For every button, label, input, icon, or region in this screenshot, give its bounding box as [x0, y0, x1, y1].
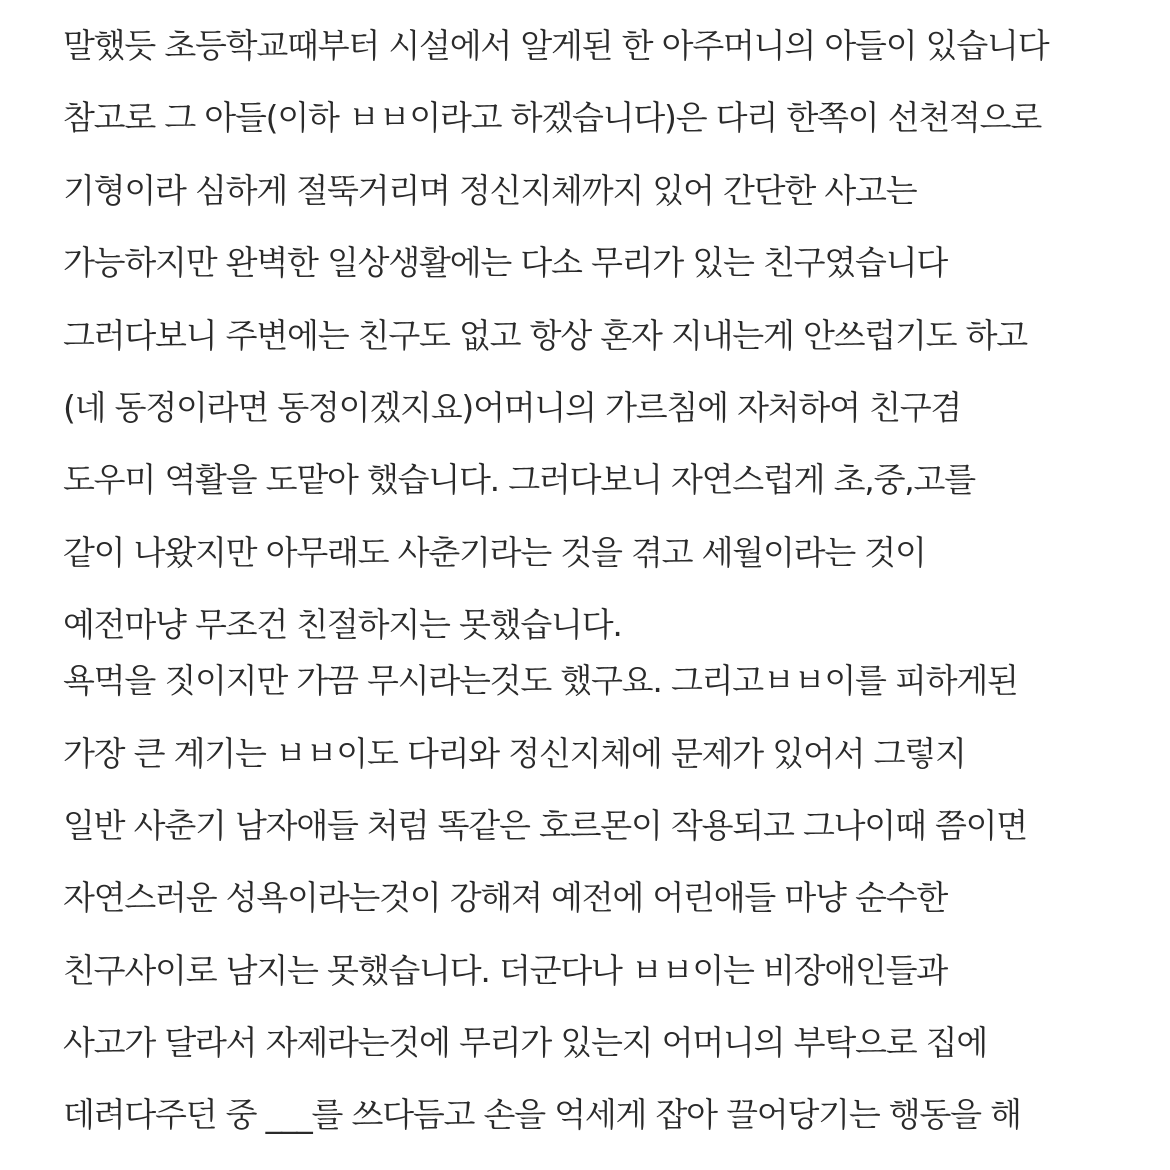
- text-line: 욕먹을 짓이지만 가끔 무시라는것도 했구요. 그리고ㅂㅂ이를 피하게된: [63, 661, 1018, 701]
- text-line: 사고가 달라서 자제라는것에 무리가 있는지 어머니의 부탁으로 집에: [63, 1023, 988, 1063]
- text-line: 자연스러운 성욕이라는것이 강해져 예전에 어린애들 마냥 순수한: [63, 878, 948, 918]
- text-line: 가장 큰 계기는 ㅂㅂ이도 다리와 정신지체에 문제가 있어서 그렇지: [63, 733, 966, 773]
- text-line: (네 동정이라면 동정이겠지요)어머니의 가르침에 자처하여 친구겸: [63, 387, 962, 427]
- text-line: 예전마냥 무조건 친절하지는 못했습니다.: [63, 605, 622, 645]
- text-line: 친구사이로 남지는 못했습니다. 더군다나 ㅂㅂ이는 비장애인들과: [63, 950, 948, 990]
- text-line: 일반 사춘기 남자애들 처럼 똑같은 호르몬이 작용되고 그나이때 쯤이면: [63, 805, 1027, 845]
- post-body: [63, 16, 1158, 1158]
- text-line: 가능하지만 완벽한 일상생활에는 다소 무리가 있는 친구였습니다: [63, 243, 948, 283]
- text-line: 데려다주던 중 ___를 쓰다듬고 손을 억세게 잡아 끌어당기는 행동을 해: [63, 1095, 1021, 1135]
- text-line: 참고로 그 아들(이하 ㅂㅂ이라고 하겠습니다)은 다리 한쪽이 선천적으로: [63, 98, 1042, 138]
- text-line: 도우미 역활을 도맡아 했습니다. 그러다보니 자연스럽게 초,중,고를: [63, 460, 975, 500]
- text-line: 말했듯 초등학교때부터 시설에서 알게된 한 아주머니의 아들이 있습니다: [63, 26, 1049, 65]
- text-line: 같이 나왔지만 아무래도 사춘기라는 것을 겪고 세월이라는 것이: [63, 532, 926, 572]
- text-line: 그러다보니 주변에는 친구도 없고 항상 혼자 지내는게 안쓰럽기도 하고: [63, 315, 1027, 355]
- text-line: 기형이라 심하게 절뚝거리며 정신지체까지 있어 간단한 사고는: [63, 170, 917, 210]
